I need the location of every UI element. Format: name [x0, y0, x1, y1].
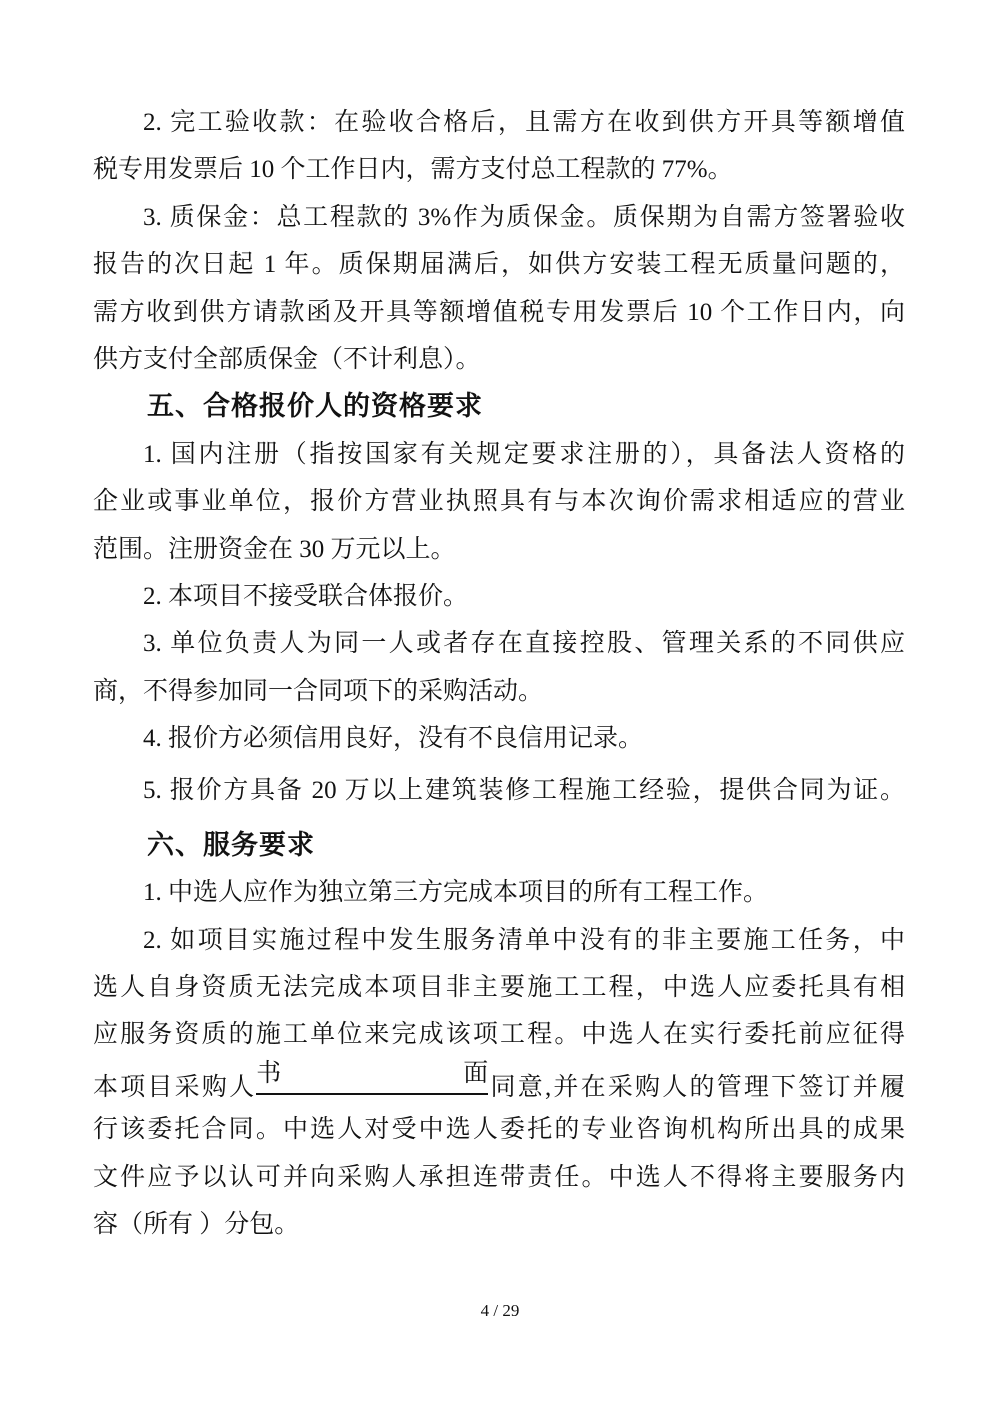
doc-text-line: 1. 中选人应作为独立第三方完成本项目的所有工程工作。: [143, 879, 769, 907]
document-body: [93, 99, 905, 1248]
doc-text-line: 容（所有 ）分包。: [93, 1210, 300, 1238]
fill-in-blank-underline: [256, 1059, 488, 1095]
doc-text-line: 税专用发票后 10 个工作日内，需方支付总工程款的 77%。: [93, 156, 733, 184]
doc-text-line: 报告的次日起 1 年。质保期届满后，如供方安装工程无质量问题的，: [93, 251, 905, 279]
doc-text-line: 文件应予以认可并向采购人承担连带责任。中选人不得将主要服务内: [93, 1163, 905, 1191]
doc-text-line: 商，不得参加同一合同项下的采购活动。: [93, 677, 544, 705]
doc-text-line: 5. 报价方具备 20 万以上建筑装修工程施工经验，提供合同为证。: [143, 777, 905, 805]
doc-text-line: 3. 单位负责人为同一人或者存在直接控股、管理关系的不同供应: [143, 630, 905, 658]
doc-text-line: 2. 完工验收款：在验收合格后，且需方在收到供方开具等额增值: [143, 109, 905, 136]
doc-text-line: 范围。注册资金在 30 万元以上。: [93, 535, 456, 563]
doc-text-line: 3. 质保金：总工程款的 3%作为质保金。质保期为自需方签署验收: [143, 203, 905, 231]
doc-text-line: 4. 报价方必须信用良好，没有不良信用记录。: [143, 725, 644, 753]
doc-text-line: 选人自身资质无法完成本项目非主要施工工程，中选人应委托具有相: [93, 974, 905, 1002]
doc-text-line: 需方收到供方请款函及开具等额增值税专用发票后 10 个工作日内，向: [93, 298, 905, 326]
page-number: 4 / 29: [480, 1301, 520, 1320]
doc-text-line: 1. 国内注册（指按国家有关规定要求注册的），具备法人资格的: [143, 440, 905, 468]
doc-text-line: 2. 如项目实施过程中发生服务清单中没有的非主要施工任务，中: [143, 926, 905, 954]
section-heading-service-requirements: 六、服务要求: [147, 829, 315, 860]
doc-text-line: 企业或事业单位，报价方营业执照具有与本次询价需求相适应的营业: [93, 488, 905, 516]
section-heading-qualification-requirements: 五、合格报价人的资格要求: [147, 391, 483, 422]
doc-text-line: 供方支付全部质保金（不计利息）。: [93, 345, 481, 373]
doc-text-line: 行该委托合同。中选人对受中选人委托的专业咨询机构所出具的成果: [93, 1116, 905, 1144]
doc-text-line-with-blank: [93, 1059, 905, 1106]
blank-suffix-text: 同意,并在采购人的管理下签订并履: [488, 1073, 905, 1101]
doc-text-line: 应服务资质的施工单位来完成该项工程。中选人在实行委托前应征得: [93, 1021, 905, 1049]
blank-value-text: 书面: [256, 1059, 489, 1087]
blank-prefix-text: 本项目采购人: [93, 1073, 257, 1101]
doc-text-line: 2. 本项目不接受联合体报价。: [143, 582, 469, 610]
